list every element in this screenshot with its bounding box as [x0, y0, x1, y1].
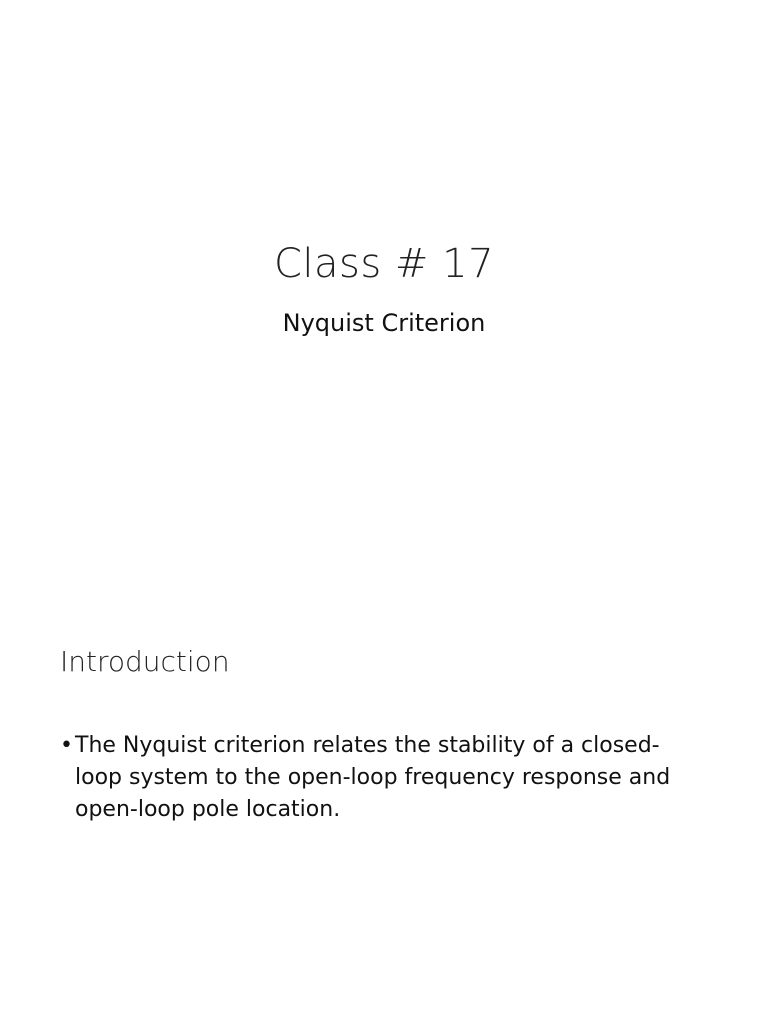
slide-subtitle: Nyquist Criterion [282, 309, 486, 337]
slide-title: Class # 17 [273, 241, 495, 287]
bullet-text: The Nyquist criterion relates the stability of a closed-loop system to the open-loop frequency response and open-loop pole location. [75, 733, 671, 822]
section-heading: Introduction [60, 645, 230, 678]
bullet-item [60, 730, 680, 826]
bullet-list [60, 730, 680, 826]
introduction-slide [0, 580, 768, 1024]
bullet-marker: • [60, 733, 73, 758]
